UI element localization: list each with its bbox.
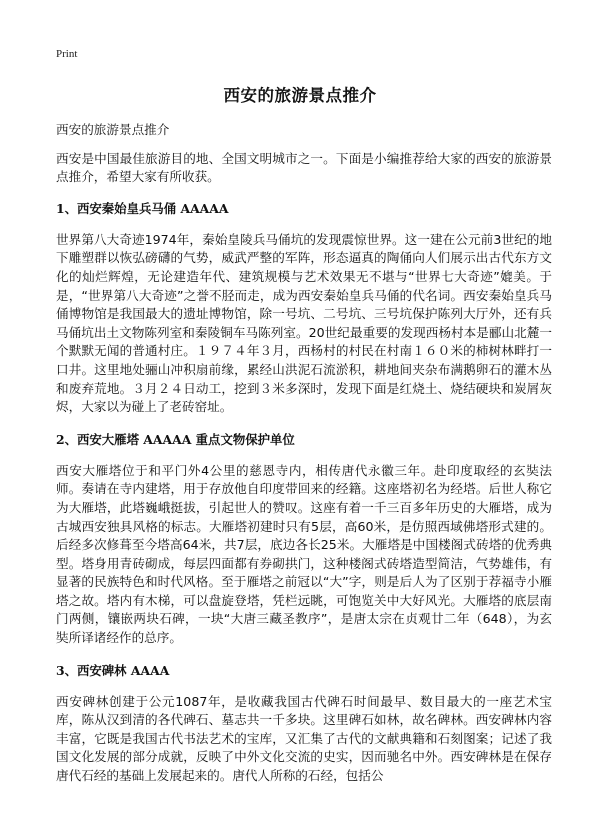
section-body-forest-of-steles: 西安碑林创建于公元1087年，是收藏我国古代碑石时间最早、数目最大的一座艺术宝库，陈从汉到清的各代碑石、墓志共一千多块。这里碑石如林，故名碑林。西安碑林内容丰富，它既是我国古代书法艺术的宝库，又汇集了古代的文献典籍和石刻图案；记述了我国文化发展的部分成就，反映了中外文化交流的史实，因而驰名中外。西安碑林是在保存唐代石经的基础上发展起来的。唐代人所称的石经，包括公: [56, 693, 552, 784]
section-heading-terracotta: 1、西安秦始皇兵马俑 AAAAA: [56, 200, 229, 216]
intro-paragraph: 西安是中国最佳旅游目的地、全国文明城市之一。下面是小编推荐给大家的西安的旅游景点推介，希望大家有所收获。: [56, 150, 552, 185]
section-body-terracotta: 世界第八大奇迹1974年，秦始皇陵兵马俑坑的发现震惊世界。这一建在公元前3世纪的地下雕塑群以恢弘磅礴的气势，威武严整的军阵，形态逼真的陶俑向人们展示出古代东方文化的灿烂辉煌，无论建造年代、建筑规模与艺术效果无不堪与“世界七大奇迹”媲美。于是，“世界第八大奇迹”之誉不胫而走，成为西安秦始皇兵马俑的代名词。西安秦始皇兵马俑博物馆是我国最大的遗址博物馆，除一号坑、二号坑、三号坑保护陈列大厅外，还有兵马俑坑出土文物陈列室和秦陵铜车马陈列室。20世纪最重要的发现西杨村本是郦山北麓一个默默无闻的普通村庄。１９７４年３月，西杨村的村民在村南１６０米的柿树林畔打一口井。这里地处骊山冲积扇前缘，累经山洪泥石流淤积，耕地间夹杂布满鹅卵石的灌木丛和废弃荒地。３月２４日动工，挖到３米多深时，发现下面是红烧土、烧结硬块和炭屑灰烬，大家以为碰上了老砖窑址。: [56, 231, 552, 415]
section-heading-big-wild-goose-pagoda: 2、西安大雁塔 AAAAA 重点文物保护单位: [56, 431, 295, 447]
page-title: 西安的旅游景点推介: [223, 86, 377, 105]
print-link[interactable]: Print: [56, 48, 78, 60]
article-subtitle: 西安的旅游景点推介: [56, 122, 170, 137]
section-body-big-wild-goose-pagoda: 西安大雁塔位于和平门外4公里的慈恩寺内，相传唐代永徽三年。赴印度取经的玄奘法师。奏请在寺内建塔，用于存放他自印度带回来的经籍。这座塔初名为经塔。后世人称它为大雁塔，此塔巍峨挺拔，引起世人的赞叹。这座有着一千三百多年历史的大雁塔，成为古城西安独具风格的标志。大雁塔初建时只有5层，高60米，是仿照西域佛塔形式建的。后经多次修葺至今塔高64米，共7层，底边各长25米。大雁塔是中国楼阁式砖塔的优秀典型。塔身用青砖砌成，每层四面都有券砌拱门，这种楼阁式砖塔造型简洁，气势雄伟，有显著的民族特色和时代风格。至于雁塔之前冠以“大”字，则是后人为了区别于荐福寺小雁塔之故。塔内有木梯，可以盘旋登塔，凭栏远眺，可饱览关中大好风光。大雁塔的底层南门两侧，镶嵌两块石碑，一块“大唐三藏圣教序”，是唐太宗在贞观廿二年（648），为玄奘所译诸经作的总序。: [56, 462, 552, 646]
article-content: [56, 121, 552, 800]
section-heading-forest-of-steles: 3、西安碑林 AAAA: [56, 662, 170, 678]
